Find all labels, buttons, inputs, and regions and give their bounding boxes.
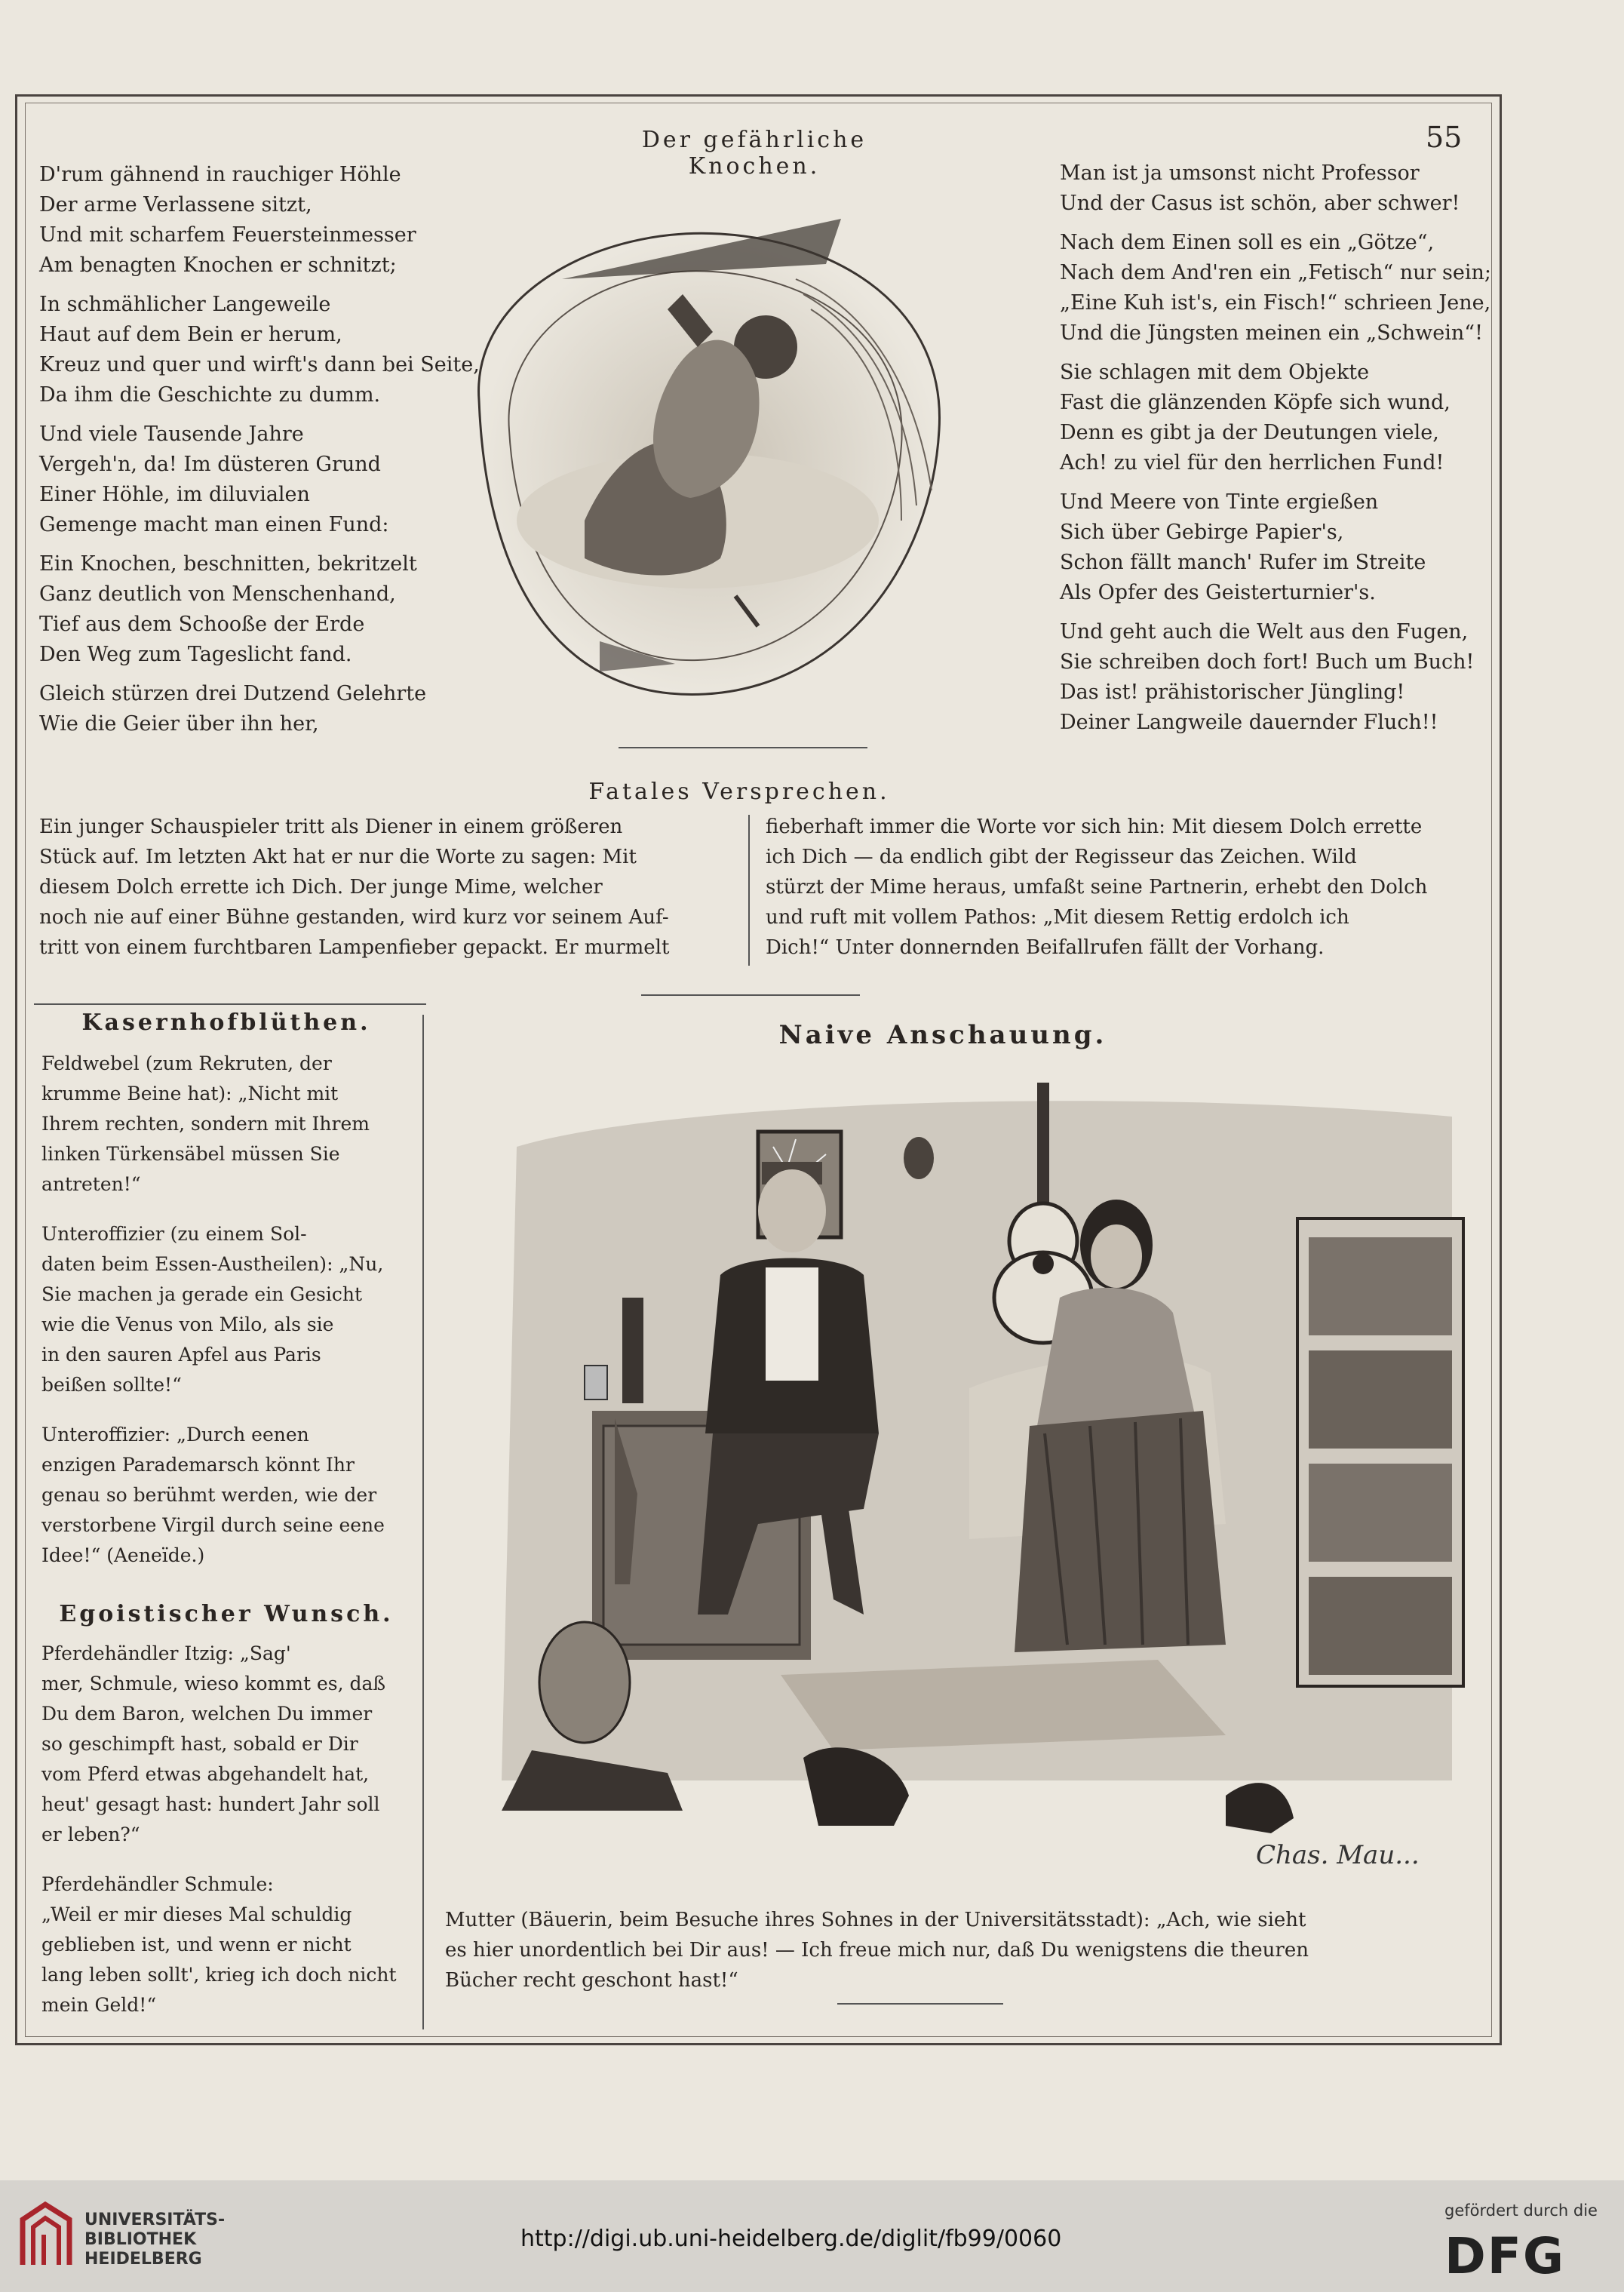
page-number: 55	[1426, 121, 1463, 154]
poem-right-line: Deiner Langweile dauernder Fluch!!	[1060, 711, 1438, 734]
overturned-chair	[539, 1622, 630, 1743]
wall-portrait	[904, 1137, 934, 1179]
kasernhof-line: krumme Beine hat): „Nicht mit	[41, 1083, 339, 1105]
poem-left-line: Haut auf dem Bein er herum,	[39, 323, 342, 346]
egoistisch-line: mein Geld!“	[41, 1994, 157, 2016]
poem-left-line: Vergeh'n, da! Im düsteren Grund	[39, 453, 381, 476]
kasernhof-title: Kasernhofblüthen.	[81, 1009, 371, 1036]
naive-title: Naive Anschauung.	[778, 1020, 1107, 1050]
kasernhof-line: Feldwebel (zum Rekruten, der	[41, 1052, 332, 1074]
naive-caption	[445, 1905, 1309, 1996]
poem-right-stanza	[1060, 358, 1491, 478]
kasernhof-line: antreten!“	[41, 1173, 141, 1195]
kasernhof-line: Sie machen ja gerade ein Gesicht	[41, 1283, 362, 1305]
poem-left-line: Ein Knochen, beschnitten, bekritzelt	[39, 552, 417, 576]
fatales-title: Fatales Versprechen.	[588, 779, 890, 805]
bottle	[622, 1298, 643, 1403]
egoistisch-line: „Weil er mir dieses Mal schuldig	[41, 1903, 352, 1925]
kasernhof-line: enzigen Parademarsch könnt Ihr	[41, 1454, 355, 1476]
poem-right-line: Und Meere von Tinte ergießen	[1060, 490, 1379, 514]
kasernhof-line: Idee!“ (Aeneïde.)	[41, 1544, 205, 1566]
kasernhof-text	[41, 1049, 407, 1590]
poem-right-column	[1060, 158, 1491, 747]
fatales-right-line: Dich!“ Unter donnernden Beifallrufen fällt der Vorhang.	[766, 936, 1325, 959]
kasernhof-item	[41, 1420, 407, 1571]
poem-left-line: Gleich stürzen drei Dutzend Gelehrte	[39, 682, 427, 705]
poem-left-line: Und mit scharfem Feuersteinmesser	[39, 223, 416, 247]
poem-left-line: Am benagten Knochen er schnitzt;	[39, 253, 397, 277]
poem-right-line: Sich über Gebirge Papier's,	[1060, 521, 1344, 544]
poem-left-line: Ganz deutlich von Menschenhand,	[39, 582, 396, 606]
poem-left-line: Tief aus dem Schooße der Erde	[39, 613, 365, 636]
poem-left-line: In schmählicher Langeweile	[39, 293, 331, 316]
egoistisch-line: geblieben ist, und wenn er nicht	[41, 1934, 352, 1956]
fatales-right-text	[766, 812, 1463, 963]
kasernhof-line: verstorbene Virgil durch seine eene	[41, 1514, 385, 1536]
poem-right-line: Sie schreiben doch fort! Buch um Buch!	[1060, 650, 1475, 674]
column-rule	[422, 1015, 424, 2029]
poem-right-line: Schon fällt manch' Rufer im Streite	[1060, 551, 1426, 574]
poem-right-line: Das ist! prähistorischer Jüngling!	[1060, 681, 1405, 704]
egoistisch-line: lang leben sollt', krieg ich doch nicht	[41, 1964, 397, 1986]
poem-left-line: Den Weg zum Tageslicht fand.	[39, 643, 352, 666]
bookshelf	[1297, 1218, 1463, 1686]
dfg-logo: DFG	[1444, 2227, 1566, 2285]
kasernhof-line: beißen sollte!“	[41, 1374, 182, 1396]
rug	[781, 1660, 1226, 1750]
kasernhof-item	[41, 1049, 407, 1200]
poem-left-stanza	[39, 419, 480, 540]
poem-left-line: Einer Höhle, im diluvialen	[39, 483, 310, 506]
poem-right-line: Als Opfer des Geisterturnier's.	[1060, 581, 1376, 604]
fatales-left-text	[39, 812, 733, 963]
poem-left-line: Gemenge macht man einen Fund:	[39, 513, 389, 536]
poem-right-line: Nach dem Einen soll es ein „Götze“,	[1060, 231, 1435, 254]
poem-left-line: Kreuz und quer und wirft's dann bei Seite,	[39, 353, 480, 376]
page-url-link[interactable]: http://digi.ub.uni-heidelberg.de/diglit/fb99/0060	[520, 2226, 1062, 2252]
poem-left-stanza	[39, 679, 480, 739]
naive-caption-line: Mutter (Bäuerin, beim Besuche ihres Sohnes in der Universitätsstadt): „Ach, wie sieht	[445, 1909, 1306, 1931]
kasernhof-line: wie die Venus von Milo, als sie	[41, 1313, 334, 1335]
running-title: Der gefährliche Knochen.	[641, 127, 867, 180]
poem-right-line: Und der Casus ist schön, aber schwer!	[1060, 192, 1460, 215]
poem-left-stanza	[39, 549, 480, 670]
kasernhof-line: in den sauren Apfel aus Paris	[41, 1344, 321, 1366]
egoistisch-line: Du dem Baron, welchen Du immer	[41, 1703, 373, 1725]
fatales-right-line: ich Dich — da endlich gibt der Regisseur das Zeichen. Wild	[766, 846, 1357, 868]
egoistisch-item	[41, 1870, 407, 2020]
poem-right-line: Und geht auch die Welt aus den Fugen,	[1060, 620, 1469, 644]
egoistisch-line: er leben?“	[41, 1823, 140, 1845]
fatales-left-line: noch nie auf einer Bühne gestanden, wird kurz vor seinem Auf-	[39, 906, 669, 929]
poem-left-line: D'rum gähnend in rauchiger Höhle	[39, 163, 401, 186]
poem-right-line: Fast die glänzenden Köpfe sich wund,	[1060, 391, 1451, 414]
egoistisch-line: Pferdehändler Schmule:	[41, 1873, 274, 1895]
egoistisch-text	[41, 1639, 407, 2040]
poem-right-line: „Eine Kuh ist's, ein Fisch!“ schrieen Jene,	[1060, 291, 1491, 315]
fatales-left-line: diesem Dolch errette ich Dich. Der junge Mime, welcher	[39, 876, 603, 899]
poem-left-stanza	[39, 290, 480, 410]
fatales-left-line: Stück auf. Im letzten Akt hat er nur die Worte zu sagen: Mit	[39, 846, 637, 868]
poem-right-stanza	[1060, 158, 1491, 219]
artist-signature: Chas. Mau...	[1256, 1840, 1420, 1870]
fatales-right-line: stürzt der Mime heraus, umfaßt seine Partnerin, erhebt den Dolch	[766, 876, 1428, 899]
fatales-left-line: tritt von einem furchtbaren Lampenfieber gepackt. Er murmelt	[39, 936, 670, 959]
library-name: UNIVERSITÄTS- BIBLIOTHEK HEIDELBERG	[84, 2211, 226, 2269]
poem-right-line: Nach dem And'ren ein „Fetisch“ nur sein;	[1060, 261, 1491, 284]
fatales-left-line: Ein junger Schauspieler tritt als Diener in einem größeren	[39, 816, 623, 838]
naive-caption-line: es hier unordentlich bei Dir aus! — Ich freue mich nur, daß Du wenigstens die theuren	[445, 1939, 1309, 1962]
egoistisch-line: mer, Schmule, wieso kommt es, daß	[41, 1673, 386, 1694]
poem-right-stanza	[1060, 228, 1491, 349]
kasernhof-line: Ihrem rechten, sondern mit Ihrem	[41, 1113, 370, 1135]
column-rule	[748, 815, 750, 966]
poem-right-line: Denn es gibt ja der Deutungen viele,	[1060, 421, 1439, 444]
poem-left-line: Der arme Verlassene sitzt,	[39, 193, 312, 217]
section-rule	[641, 994, 860, 996]
kasernhof-item	[41, 1219, 407, 1400]
egoistisch-line: so geschimpft hast, sobald er Dir	[41, 1733, 358, 1755]
poem-left-line: Und viele Tausende Jahre	[39, 422, 304, 446]
fatales-right-line: und ruft mit vollem Pathos: „Mit diesem Rettig erdolch ich	[766, 906, 1349, 929]
egoistisch-line: heut' gesagt hast: hundert Jahr soll	[41, 1793, 380, 1815]
kasernhof-line: Unteroffizier: „Durch eenen	[41, 1424, 309, 1446]
caveman-illustration	[449, 204, 969, 724]
section-rule	[837, 2003, 1003, 2005]
kasernhof-line: linken Türkensäbel müssen Sie	[41, 1143, 340, 1165]
poem-left-line: Wie die Geier über ihn her,	[39, 712, 319, 736]
kasernhof-line: genau so berühmt werden, wie der	[41, 1484, 377, 1506]
egoistisch-line: Pferdehändler Itzig: „Sag'	[41, 1642, 291, 1664]
poem-right-stanza	[1060, 617, 1491, 738]
viewer-footer	[0, 2180, 1624, 2292]
poem-left-line: Da ihm die Geschichte zu dumm.	[39, 383, 381, 407]
naive-caption-line: Bücher recht geschont hast!“	[445, 1969, 738, 1992]
kasernhof-line: daten beim Essen-Austheilen): „Nu,	[41, 1253, 384, 1275]
egoistisch-title: Egoistischer Wunsch.	[59, 1601, 394, 1627]
library-logo-icon	[17, 2197, 75, 2272]
poem-right-line: Und die Jüngsten meinen ein „Schwein“!	[1060, 321, 1483, 345]
section-rule	[34, 1003, 426, 1005]
section-rule	[619, 747, 867, 748]
kasernhof-line: Unteroffizier (zu einem Sol-	[41, 1223, 307, 1245]
fatales-right-line: fieberhaft immer die Worte vor sich hin: Mit diesem Dolch errette	[766, 816, 1423, 838]
poem-right-line: Man ist ja umsonst nicht Professor	[1060, 161, 1420, 185]
poem-left-column	[39, 160, 480, 748]
egoistisch-item	[41, 1639, 407, 1850]
funded-by-label: gefördert durch die	[1444, 2201, 1598, 2220]
poem-left-stanza	[39, 160, 480, 281]
egoistisch-line: vom Pferd etwas abgehandelt hat,	[41, 1763, 370, 1785]
poem-right-line: Ach! zu viel für den herrlichen Fund!	[1060, 451, 1444, 475]
student-room-illustration	[441, 1071, 1471, 1886]
poem-right-stanza	[1060, 487, 1491, 608]
poem-right-line: Sie schlagen mit dem Objekte	[1060, 361, 1370, 384]
